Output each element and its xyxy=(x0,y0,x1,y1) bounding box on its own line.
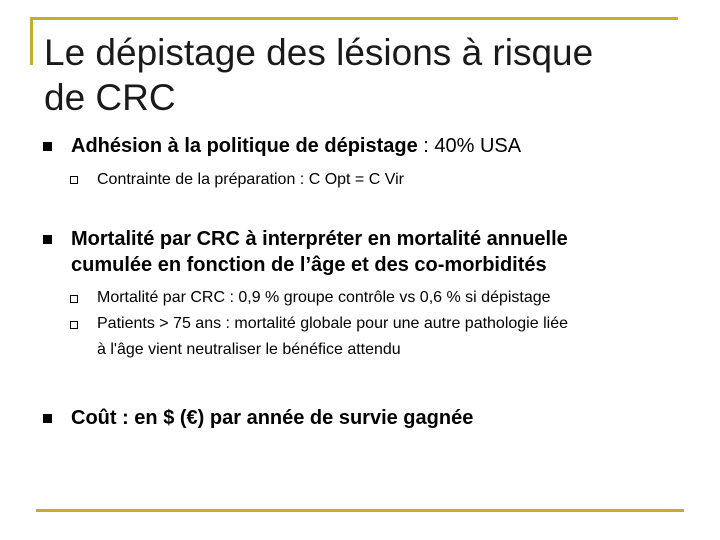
sub-bullet-marker xyxy=(70,295,78,303)
sub-bullet-marker xyxy=(70,321,78,329)
bullet-adhesion-bold: Adhésion à la politique de dépistage xyxy=(71,135,418,157)
bullet-mortalite xyxy=(71,226,691,278)
sub-bullet-patients-75-cont: à l'âge vient neutraliser le bénéfice attendu xyxy=(97,341,401,358)
bullet-marker xyxy=(43,235,52,244)
sub-bullet-mortalite-crc: Mortalité par CRC : 0,9 % groupe contrôle vs 0,6 % si dépistage xyxy=(97,289,551,306)
bullet-marker xyxy=(43,414,52,423)
bullet-adhesion-rest: : 40% USA xyxy=(417,135,522,157)
sub-bullet-preparation: Contrainte de la préparation : C Opt = C Vir xyxy=(97,171,404,188)
frame-bottom-rule xyxy=(36,509,684,512)
sub-bullet-patients-75: Patients > 75 ans : mortalité globale pour une autre pathologie liée xyxy=(97,315,568,332)
bullet-marker xyxy=(43,142,52,151)
slide-title-line2: de CRC xyxy=(44,77,176,118)
bullet-mortalite-line1: Mortalité par CRC à interpréter en mortalité annuelle xyxy=(71,228,568,250)
bullet-cout: Coût : en $ (€) par année de survie gagnée xyxy=(71,407,474,429)
sub-bullet-marker xyxy=(70,176,78,184)
bullet-adhesion xyxy=(71,133,691,159)
slide-title xyxy=(44,30,684,120)
slide-title-line1: Le dépistage des lésions à risque xyxy=(44,32,594,73)
frame-left-rule xyxy=(30,17,33,65)
bullet-mortalite-line2: cumulée en fonction de l’âge et des co-morbidités xyxy=(71,254,547,276)
frame-top-rule xyxy=(30,17,678,20)
